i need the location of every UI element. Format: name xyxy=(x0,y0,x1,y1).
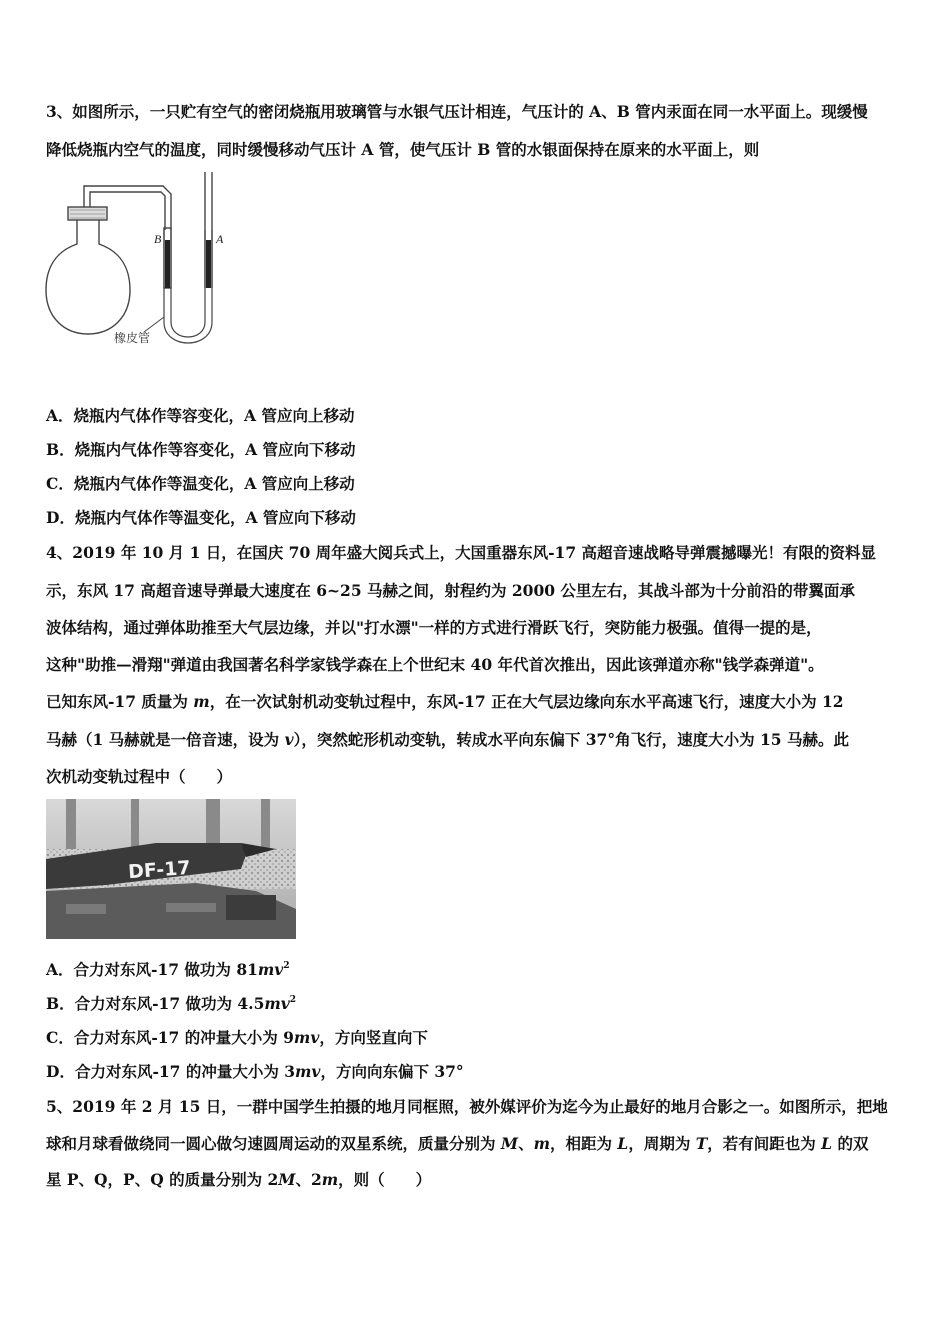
q5-stem-line-3: 星 P、Q，P、Q 的质量分别为 2M、2m，则（ ） xyxy=(46,1170,432,1189)
label-rubber-tube: 橡皮管 xyxy=(114,331,151,345)
q3-stem-line-2: 降低烧瓶内空气的温度，同时缓慢移动气压计 A 管，使气压计 B 管的水银面保持在原来的水平面上，则 xyxy=(46,140,760,159)
q5-stem-line-1: 5、2019 年 2 月 15 日，一群中国学生拍摄的地月同框照，被外媒评价为迄今为止最好的地月合影之一。如图所示，把地 xyxy=(46,1097,888,1116)
q3-option-b: B．烧瓶内气体作等容变化，A 管应向下移动 xyxy=(46,440,356,459)
df17-photo xyxy=(46,799,296,939)
mercury-column-b xyxy=(165,240,170,288)
label-b: B xyxy=(154,232,162,246)
label-a: A xyxy=(216,232,224,246)
q4-stem-line-5: 已知东风-17 质量为 m，在一次试射机动变轨过程中，东风-17 正在大气层边缘向东水平高速飞行，速度大小为 12 xyxy=(46,692,844,711)
q4-option-d: D．合力对东风-17 的冲量大小为 3mv，方向向东偏下 37° xyxy=(46,1062,464,1081)
df17-label: DF-17 xyxy=(127,856,192,884)
df17-photo-drawing xyxy=(46,799,296,939)
q3-option-d: D．烧瓶内气体作等温变化，A 管应向下移动 xyxy=(46,508,356,527)
q5-stem-line-2: 球和月球看做绕同一圆心做匀速圆周运动的双星系统，质量分别为 M、m，相距为 L，周期为 T，若有间距也为 L 的双 xyxy=(46,1134,869,1153)
flask-barometer-figure xyxy=(44,172,244,362)
q4-stem-line-1: 4、2019 年 10 月 1 日，在国庆 70 周年盛大阅兵式上，大国重器东风-17 高超音速战略导弹震撼曝光！有限的资料显 xyxy=(46,543,877,562)
q4-stem-line-6: 马赫（1 马赫就是一倍音速，设为 v），突然蛇形机动变轨，转成水平向东偏下 37°角飞行，速度大小为 15 马赫。此 xyxy=(46,730,849,749)
q4-option-a: A．合力对东风-17 做功为 $81mv^2$ xyxy=(46,960,290,979)
mercury-column-a xyxy=(206,240,211,288)
q3-option-a: A．烧瓶内气体作等容变化，A 管应向上移动 xyxy=(46,406,355,425)
flask-barometer-diagram xyxy=(44,172,244,362)
q4-stem-line-2: 示，东风 17 高超音速导弹最大速度在 6~25 马赫之间，射程约为 2000 公里左右，其战斗部为十分前沿的带翼面承 xyxy=(46,581,855,600)
q4-stem-line-4: 这种"助推—滑翔"弹道由我国著名科学家钱学森在上个世纪末 40 年代首次推出，因此该弹道亦称"钱学森弹道"。 xyxy=(46,655,824,674)
q4-stem-line-3: 波体结构，通过弹体助推至大气层边缘，并以"打水漂"一样的方式进行滑跃飞行，突防能力极强。值得一提的是， xyxy=(46,618,822,637)
q3-option-c: C．烧瓶内气体作等温变化，A 管应向上移动 xyxy=(46,474,355,493)
q3-stem-line-1: 3、如图所示，一只贮有空气的密闭烧瓶用玻璃管与水银气压计相连，气压计的 A、B 管内汞面在同一水平面上。现缓慢 xyxy=(46,102,868,121)
q4-option-c: C．合力对东风-17 的冲量大小为 9mv，方向竖直向下 xyxy=(46,1028,428,1047)
q4-option-b: B．合力对东风-17 做功为 $4.5mv^2$ xyxy=(46,994,297,1013)
q4-stem-line-7: 次机动变轨过程中（ ） xyxy=(46,767,233,786)
